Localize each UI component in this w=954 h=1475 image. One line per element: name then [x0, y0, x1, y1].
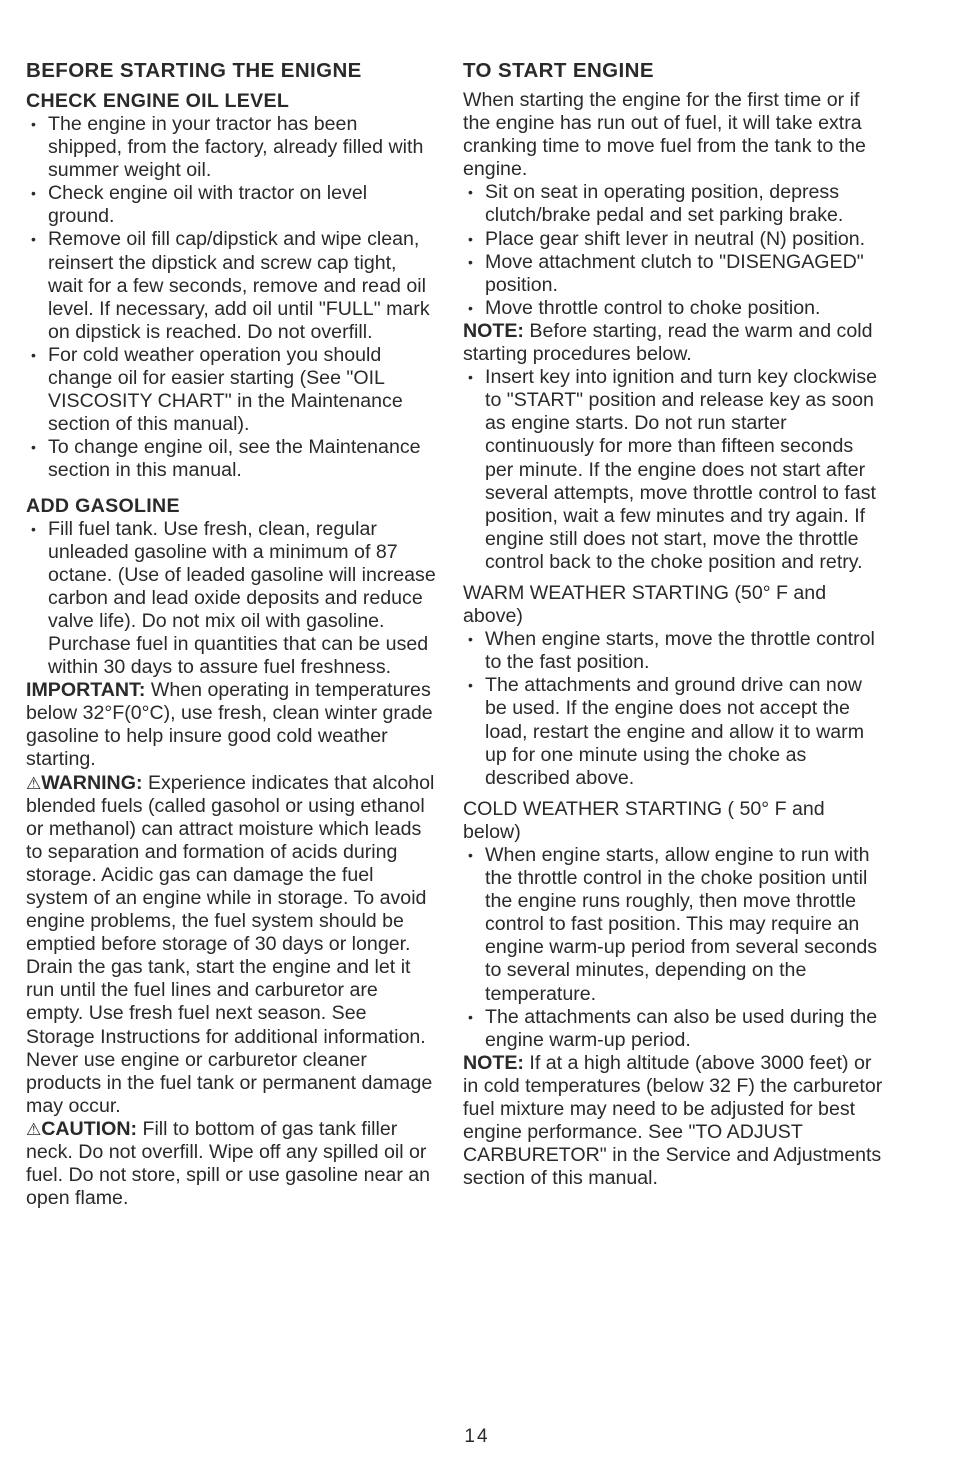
- list-item: • Check engine oil with tractor on level ground.: [26, 182, 436, 228]
- list-item: • Move throttle control to choke position.: [463, 297, 883, 320]
- page-number: 14: [464, 1426, 490, 1447]
- caution-text: Fill to bottom of gas tank filler neck. Do not overfill. Wipe off any spilled oil or fuel. Do not store, spill or use gasoline near an open flame.: [26, 1117, 431, 1210]
- note-label: NOTE:: [463, 1051, 524, 1074]
- warm-weather-list: [463, 628, 883, 790]
- oil-list: [26, 113, 436, 483]
- list-item: • The attachments and ground drive can now be used. If the engine does not accept the load, restart the engine and allow it to warm up for one minute using the choke as described above.: [463, 674, 883, 789]
- right-column: [463, 58, 883, 1190]
- cold-weather-list: [463, 844, 883, 1052]
- note-text: If at a high altitude (above 3000 feet) or in cold temperatures (below 32 F) the carburetor fuel mixture may need to be adjusted for best engine performance. See "TO ADJUST CARBURETOR" in the Service and Adjustments section of this manual.: [463, 1051, 883, 1190]
- add-gasoline-heading: ADD GASOLINE: [26, 494, 180, 517]
- ignition-steps-list: [463, 366, 883, 574]
- important-text: When operating in temperatures below 32°F(0°C), use fresh, clean winter grade gasoline to help insure good cold weather starting.: [26, 679, 433, 771]
- note-before-starting: [463, 320, 883, 366]
- important-label: IMPORTANT:: [26, 679, 146, 702]
- warning-text: Experience indicates that alcohol blended fuels (called gasohol or using ethanol or methanol) can attract moisture which leads to separation and formation of acids during storage. Acidic gas can damage the fuel system of an engine while in storage. To avoid engine problems, the fuel system should be emptied before storage of 30 days or longer. Drain the gas tank, start the engine and let it run until the fuel lines and carburetor are empty. Use fresh fuel next season. See Storage Instructions for additional information. Never use engine or carburetor cleaner products in the fuel tank or permanent damage may occur.: [26, 771, 435, 1117]
- list-item: • Insert key into ignition and turn key clockwise to "START" position and release key as soon as engine starts. Do not run starter continuously for more than fifteen seconds per minute. If the engine does not start after several attempts, move throttle control to fast position, wait a few minutes and try again. If engine still does not start, move the throttle control back to the choke position and retry.: [463, 366, 883, 574]
- cold-weather-heading: COLD WEATHER STARTING ( 50° F and below): [463, 797, 825, 843]
- list-item: • When engine starts, move the throttle control to the fast position.: [463, 628, 883, 674]
- caution-label: CAUTION:: [41, 1117, 138, 1140]
- caution-triangle-icon: ⚠: [26, 1119, 42, 1139]
- list-item: • Remove oil fill cap/dipstick and wipe clean, reinsert the dipstick and screw cap tight, wait for a few seconds, remove and read oil level. If necessary, add oil until "FULL" mark on dipstick is reached. Do not overfill.: [26, 228, 436, 343]
- left-column: [26, 58, 436, 1210]
- list-item: • The engine in your tractor has been shipped, from the factory, already filled with summer weight oil.: [26, 113, 436, 182]
- before-starting-heading: BEFORE STARTING THE ENIGNE: [26, 59, 362, 82]
- list-item: • The attachments can also be used during the engine warm-up period.: [463, 1006, 883, 1052]
- note-label: NOTE:: [463, 319, 524, 342]
- note-text: Before starting, read the warm and cold starting procedures below.: [463, 319, 873, 366]
- list-item: • When engine starts, allow engine to run with the throttle control in the choke position until the engine runs roughly, then move throttle control to fast position. This may require an engine warm-up period from several seconds to several minutes, depending on the temperature.: [463, 844, 883, 1006]
- list-item: • Fill fuel tank. Use fresh, clean, regular unleaded gasoline with a minimum of 87 octane. (Use of leaded gasoline will increase carbon and lead oxide deposits and reduce valve life). Do not mix oil with gasoline. Purchase fuel in quantities that can be used within 30 days to assure fuel freshness.: [26, 518, 436, 680]
- list-item: • Place gear shift lever in neutral (N) position.: [463, 228, 883, 251]
- list-item: • Move attachment clutch to "DISENGAGED" position.: [463, 251, 883, 297]
- intro-paragraph: When starting the engine for the first time or if the engine has run out of fuel, it will take extra cranking time to move fuel from the tank to the engine.: [463, 89, 866, 181]
- warning-triangle-icon: ⚠: [26, 773, 42, 793]
- check-oil-heading: CHECK ENGINE OIL LEVEL: [26, 90, 290, 112]
- caution-note: [26, 1118, 436, 1210]
- warning-note: [26, 772, 436, 1118]
- note-high-altitude: [463, 1052, 883, 1191]
- warning-label: WARNING:: [41, 771, 143, 794]
- to-start-engine-heading: TO START ENGINE: [463, 59, 654, 82]
- important-note: [26, 679, 436, 771]
- list-item: • To change engine oil, see the Maintenance section in this manual.: [26, 436, 436, 482]
- warm-weather-heading: WARM WEATHER STARTING (50° F and above): [463, 581, 827, 628]
- gasoline-list: [26, 518, 436, 680]
- start-steps-list: [463, 181, 883, 320]
- list-item: • Sit on seat in operating position, depress clutch/brake pedal and set parking brake.: [463, 181, 883, 227]
- list-item: • For cold weather operation you should change oil for easier starting (See "OIL VISCOSITY CHART" in the Maintenance section of this manual).: [26, 344, 436, 436]
